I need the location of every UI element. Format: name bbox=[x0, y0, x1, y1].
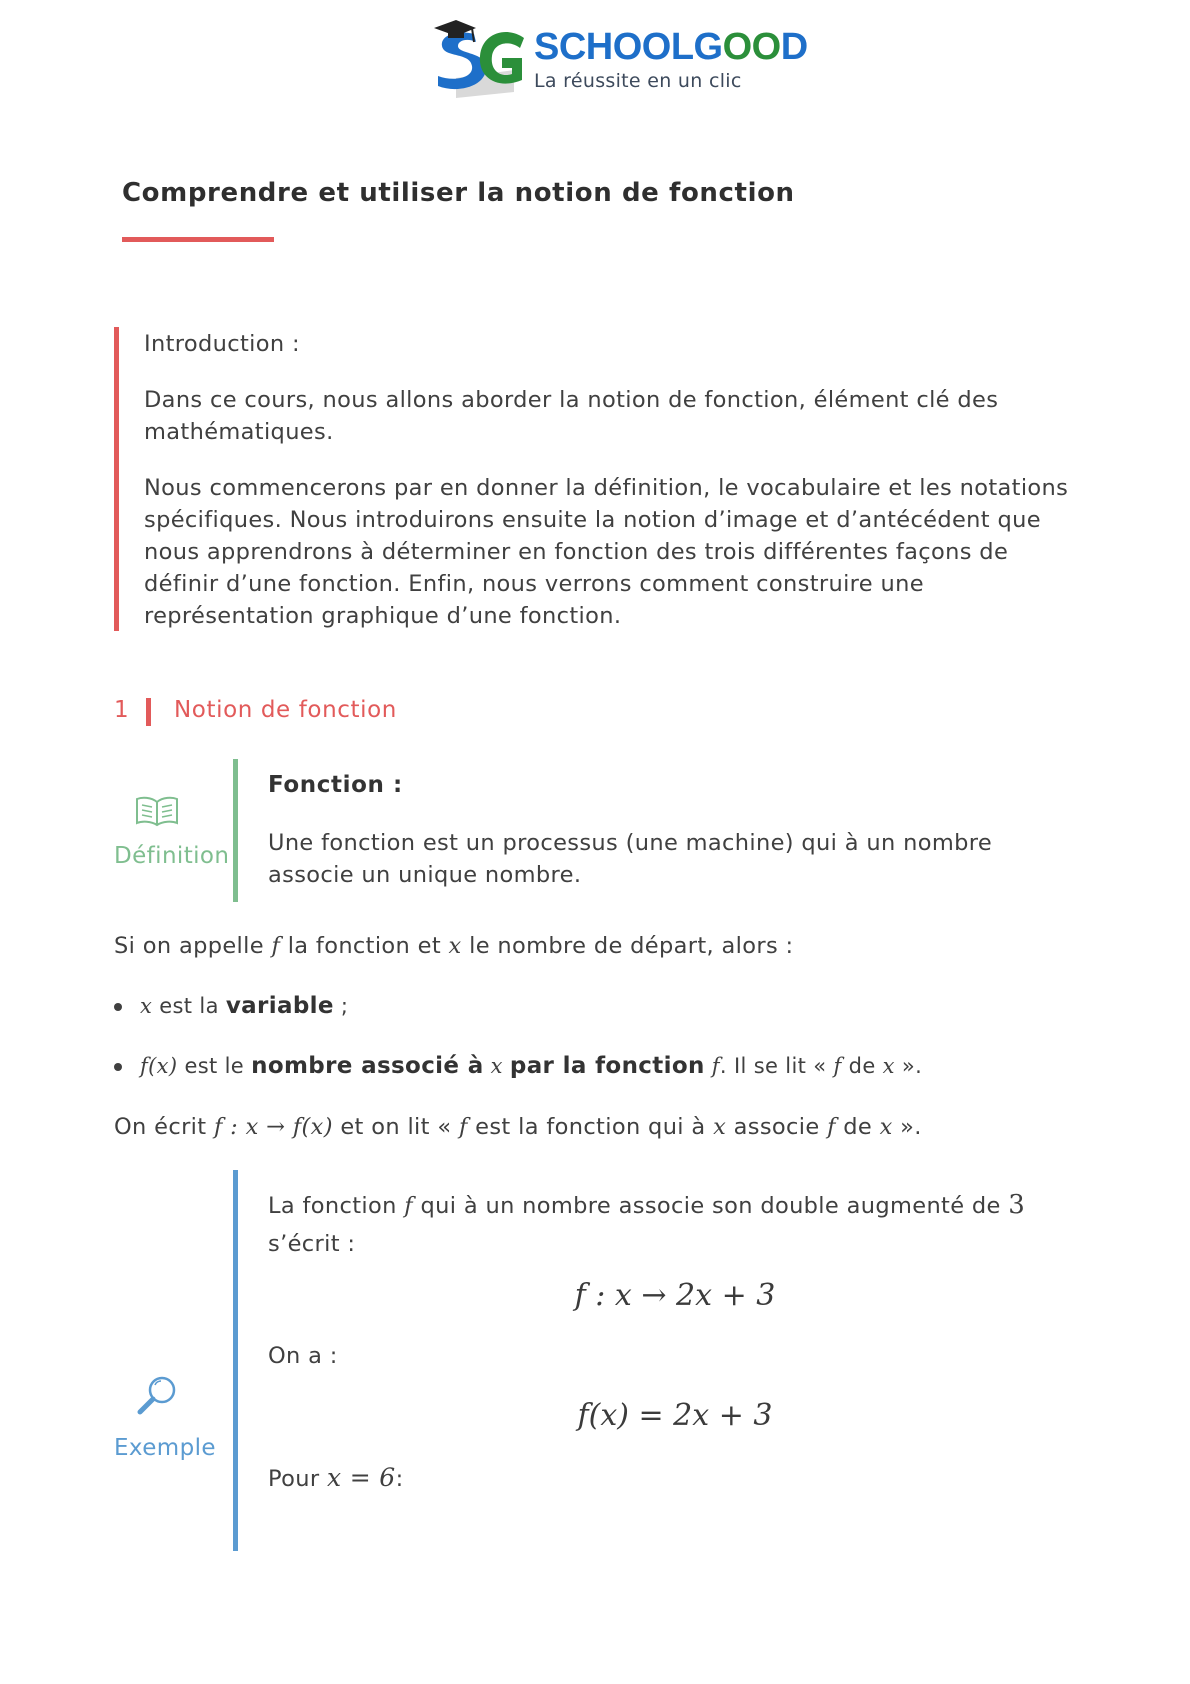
page-title: Comprendre et utiliser la notion de fonction bbox=[122, 178, 795, 208]
math-x: x bbox=[140, 994, 153, 1018]
text-fragment: le nombre de départ, alors : bbox=[469, 933, 794, 959]
example-pour bbox=[268, 1462, 404, 1495]
math-f: f bbox=[711, 1054, 720, 1078]
text-fragment: de bbox=[843, 1114, 873, 1140]
logo bbox=[428, 12, 808, 108]
text-fragment: . Il se lit « bbox=[719, 1054, 827, 1078]
intro-accent-bar bbox=[114, 327, 119, 631]
bold-term: variable bbox=[225, 993, 334, 1019]
text-fragment: Pour bbox=[268, 1466, 320, 1492]
math-f: f bbox=[827, 1114, 836, 1140]
definition-text: Une fonction est un processus (une machine) qui à un nombre associe un unique nombre. bbox=[268, 830, 993, 888]
math-x: x bbox=[448, 933, 462, 959]
logo-wordmark-part1: SCHOOLG bbox=[534, 26, 723, 68]
text-fragment: : bbox=[395, 1466, 404, 1492]
open-book-icon bbox=[134, 794, 180, 828]
example-paragraph bbox=[268, 1186, 1098, 1263]
definition-accent-bar bbox=[233, 759, 238, 902]
math-x: x bbox=[713, 1114, 727, 1140]
notation-sentence bbox=[114, 1111, 922, 1143]
example-label: Exemple bbox=[114, 1435, 216, 1461]
list-item-variable bbox=[114, 990, 348, 1022]
math-f: f bbox=[458, 1114, 468, 1140]
text-fragment: ». bbox=[901, 1054, 923, 1078]
example-accent-bar bbox=[233, 1170, 238, 1551]
math-f: f bbox=[271, 933, 281, 959]
logo-wordmark-part2: OO bbox=[722, 26, 781, 68]
bold-term: par la fonction bbox=[509, 1053, 705, 1079]
text-fragment: La fonction bbox=[268, 1193, 397, 1219]
text-fragment: est la bbox=[159, 994, 219, 1018]
text-fragment: s’écrit : bbox=[268, 1231, 356, 1257]
example-ona: On a : bbox=[268, 1343, 338, 1369]
bullet-dot bbox=[114, 1003, 122, 1011]
logo-slogan: La réussite en un clic bbox=[534, 70, 742, 92]
math-number: 3 bbox=[1008, 1190, 1026, 1220]
text-fragment: la fonction et bbox=[287, 933, 442, 959]
intro-paragraph-1: Dans ce cours, nous allons aborder la notion de fonction, élément clé des mathématiques. bbox=[144, 387, 999, 445]
text-fragment: associe bbox=[733, 1114, 820, 1140]
logo-wordmark bbox=[534, 26, 808, 69]
section-title: Notion de fonction bbox=[174, 697, 397, 723]
text-fragment: est la fonction qui à bbox=[475, 1114, 706, 1140]
intro-label: Introduction : bbox=[144, 331, 300, 357]
math-f: f bbox=[404, 1193, 413, 1219]
section-number: 1 bbox=[114, 697, 129, 723]
intro-sentence bbox=[114, 930, 793, 962]
text-fragment: de bbox=[848, 1054, 876, 1078]
math-formula: f : x → f(x) bbox=[213, 1114, 333, 1140]
math-f: f bbox=[833, 1054, 842, 1078]
section-divider bbox=[146, 698, 151, 726]
logo-wordmark-part3: D bbox=[780, 26, 808, 68]
math-x: x bbox=[879, 1114, 893, 1140]
sg-logo-icon bbox=[428, 12, 530, 108]
bold-term: nombre associé à bbox=[251, 1053, 484, 1079]
math-x: x bbox=[882, 1054, 895, 1078]
intro-paragraph-2: Nous commencerons par en donner la définition, le vocabulaire et les notations spécifiques. Nous introduirons ensuite la notion d’image et d’antécédent que nous apprendrons à déterminer en fonction des trois différentes façons de définir d’une fonction. Enfin, nous verrons comment construire une représentation graphique d’une fonction. bbox=[144, 475, 1069, 629]
math-x: x bbox=[490, 1054, 503, 1078]
text-fragment: On écrit bbox=[114, 1114, 207, 1140]
text-fragment: et on lit « bbox=[340, 1114, 452, 1140]
definition-heading: Fonction : bbox=[268, 772, 403, 798]
math-formula: x = 6 bbox=[326, 1463, 396, 1492]
text-fragment: ; bbox=[340, 994, 349, 1018]
example-equation-1: f : x → 2x + 3 bbox=[574, 1278, 776, 1313]
bullet-dot bbox=[114, 1063, 122, 1071]
definition-label: Définition bbox=[114, 843, 230, 869]
text-fragment: Si on appelle bbox=[114, 933, 264, 959]
list-item-image bbox=[114, 1050, 922, 1082]
math-fx: f(x) bbox=[140, 1054, 178, 1078]
title-underline bbox=[122, 237, 274, 242]
text-fragment: est le bbox=[184, 1054, 245, 1078]
text-fragment: qui à un nombre associe son double augmenté de bbox=[420, 1193, 1001, 1219]
text-fragment: ». bbox=[900, 1114, 922, 1140]
example-equation-2: f(x) = 2x + 3 bbox=[577, 1398, 773, 1433]
